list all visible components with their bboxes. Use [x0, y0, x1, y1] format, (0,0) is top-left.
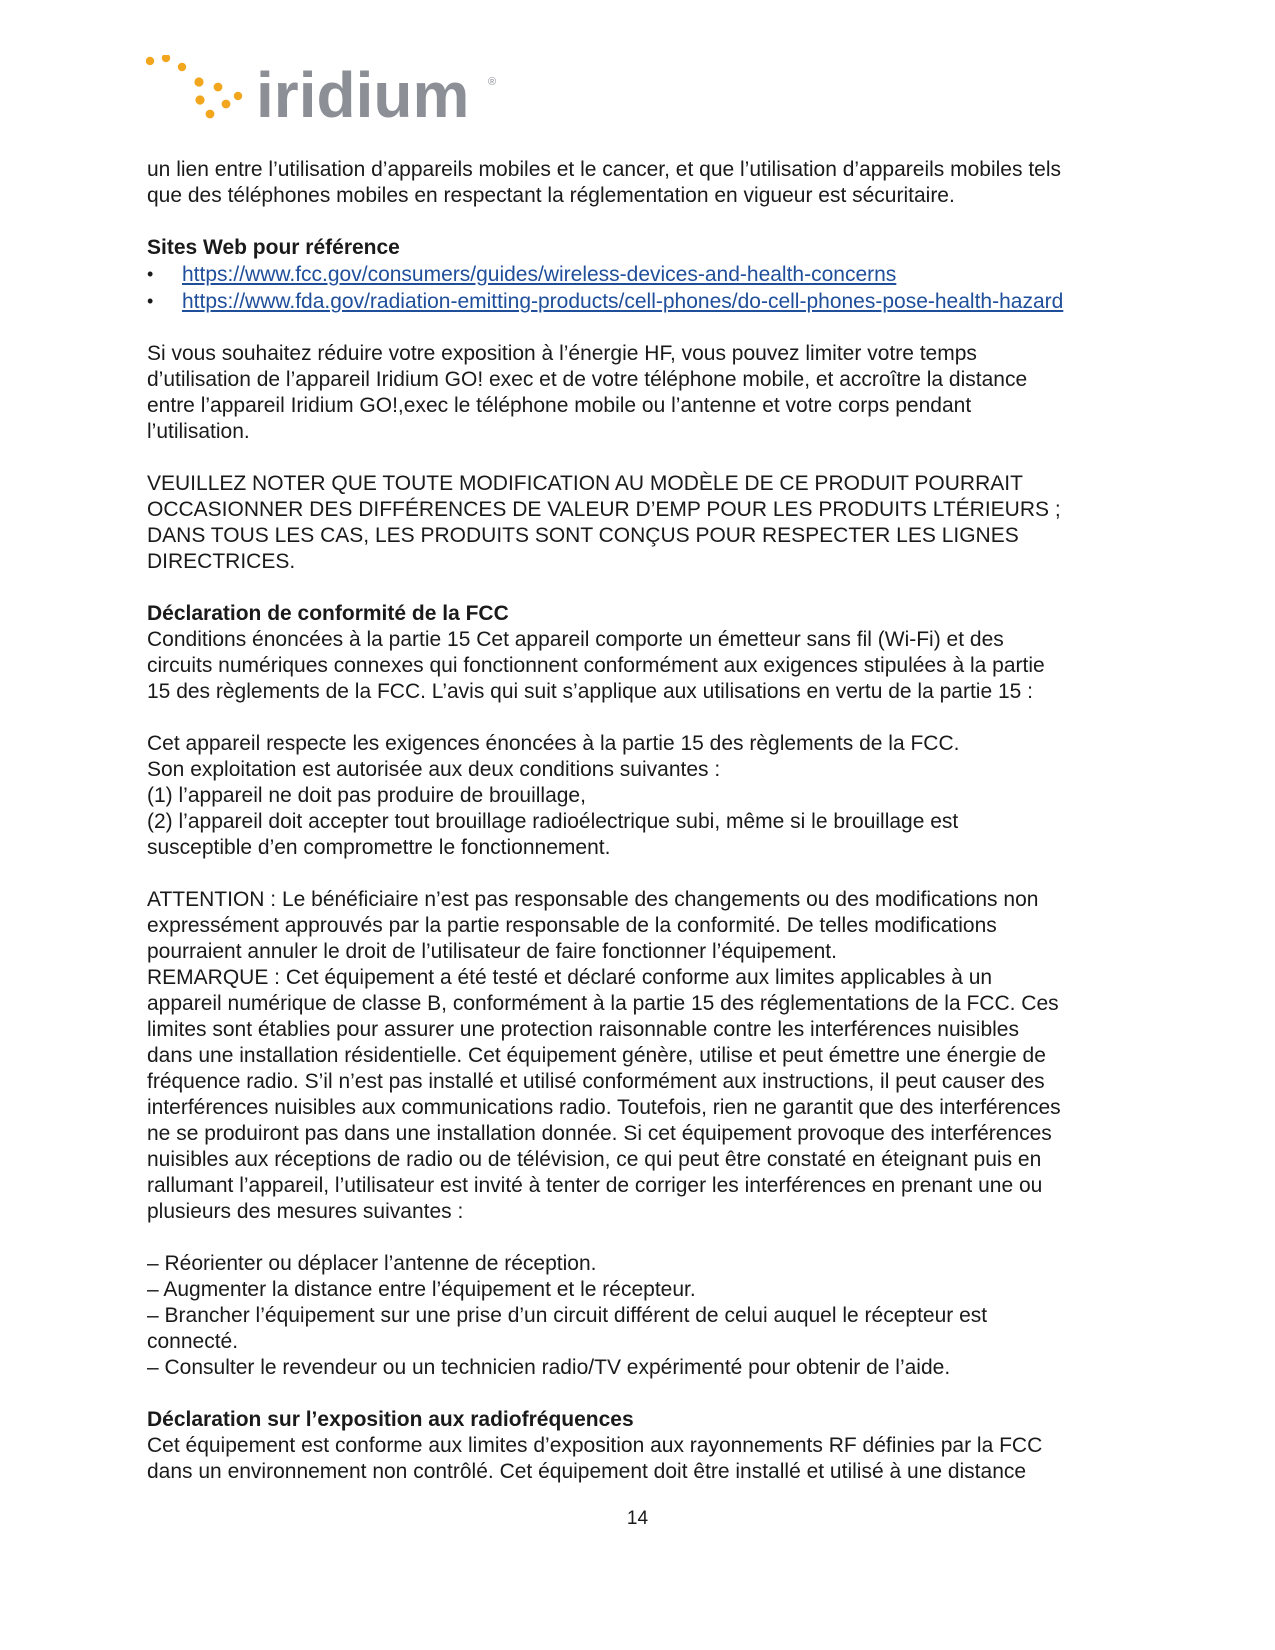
list-item — [147, 261, 1147, 288]
text-line: d’utilisation de l’appareil Iridium GO! exec et de votre téléphone mobile, et accroître la distance — [147, 368, 1028, 391]
fcc-heading: Déclaration de conformité de la FCC — [147, 602, 509, 625]
document-body — [147, 157, 1147, 1485]
text-line: pourraient annuler le droit de l’utilisateur de faire fonctionner l’équipement. — [147, 940, 837, 963]
logo-dots — [146, 55, 242, 118]
text-line: VEUILLEZ NOTER QUE TOUTE MODIFICATION AU MODÈLE DE CE PRODUIT POURRAIT — [147, 472, 1023, 495]
text-line: (2) l’appareil doit accepter tout brouillage radioélectrique subi, même si le brouillage est — [147, 810, 959, 833]
bullet: • — [147, 264, 154, 284]
bullet: • — [147, 291, 154, 311]
text-line: – Consulter le revendeur ou un technicien radio/TV expérimenté pour obtenir de l’aide. — [147, 1356, 951, 1379]
text-line: circuits numériques connexes qui fonctionnent conformément aux exigences stipulées à la partie — [147, 654, 1045, 677]
paragraph-measures — [147, 1251, 1147, 1381]
iridium-logo-mark — [146, 55, 506, 127]
text-line: ATTENTION : Le bénéficiaire n’est pas responsable des changements ou des modifications non — [147, 888, 1039, 911]
text-line: un lien entre l’utilisation d’appareils mobiles et le cancer, et que l’utilisation d’appareils mobiles tels — [147, 158, 1062, 181]
text-line: que des téléphones mobiles en respectant la réglementation en vigueur est sécuritaire. — [147, 184, 955, 207]
list-item — [147, 288, 1147, 315]
text-line: Conditions énoncées à la partie 15 Cet appareil comporte un émetteur sans fil (Wi-Fi) et des — [147, 628, 1004, 651]
text-line: dans un environnement non contrôlé. Cet équipement doit être installé et utilisé à une distance — [147, 1460, 1027, 1483]
paragraph-modification-notice — [147, 471, 1147, 575]
text-line: susceptible d’en compromettre le fonctionnement. — [147, 836, 611, 859]
text-line: connecté. — [147, 1330, 239, 1353]
text-line: DIRECTRICES. — [147, 550, 296, 573]
rf-heading: Déclaration sur l’exposition aux radiofréquences — [147, 1408, 634, 1431]
text-line: plusieurs des mesures suivantes : — [147, 1200, 464, 1223]
text-line: entre l’appareil Iridium GO!,exec le téléphone mobile ou l’antenne et votre corps pendant — [147, 394, 972, 417]
text-line: Si vous souhaitez réduire votre exposition à l’énergie HF, vous pouvez limiter votre temps — [147, 342, 977, 365]
text-line: Cet appareil respecte les exigences énoncées à la partie 15 des règlements de la FCC. — [147, 732, 960, 755]
text-line: OCCASIONNER DES DIFFÉRENCES DE VALEUR D’EMP POUR LES PRODUITS LTÉRIEURS ; — [147, 498, 1061, 521]
text-line: ne se produiront pas dans une installation donnée. Si cet équipement provoque des interférences — [147, 1122, 1052, 1145]
text-line: 15 des règlements de la FCC. L’avis qui suit s’applique aux utilisations en vertu de la partie 15 : — [147, 680, 1033, 703]
fda-link[interactable]: https://www.fda.gov/radiation-emitting-products/cell-phones/do-cell-phones-pose-health-hazard — [182, 290, 1064, 313]
text-line: limites sont établies pour assurer une protection raisonnable contre les interférences nuisibles — [147, 1018, 1019, 1041]
logo-wordmark: iridium — [256, 59, 470, 127]
paragraph-attention-remarque — [147, 887, 1147, 1225]
text-line: REMARQUE : Cet équipement a été testé et déclaré conforme aux limites applicables à un — [147, 966, 993, 989]
text-line: – Augmenter la distance entre l’équipement et le récepteur. — [147, 1278, 696, 1301]
text-line: l’utilisation. — [147, 420, 250, 443]
registered-mark: ® — [488, 76, 497, 88]
text-line: Cet équipement est conforme aux limites d’exposition aux rayonnements RF définies par la FCC — [147, 1434, 1043, 1457]
text-line: fréquence radio. S’il n’est pas installé et utilisé conformément aux instructions, il peut causer des — [147, 1070, 1045, 1093]
text-line: DANS TOUS LES CAS, LES PRODUITS SONT CONÇUS POUR RESPECTER LES LIGNES — [147, 524, 1019, 547]
reference-links — [147, 261, 1147, 315]
sites-heading: Sites Web pour référence — [147, 236, 400, 259]
paragraph-reduce-exposure — [147, 341, 1147, 445]
iridium-logo — [146, 55, 506, 127]
fcc-link[interactable]: https://www.fcc.gov/consumers/guides/wireless-devices-and-health-concerns — [182, 263, 897, 286]
text-line: appareil numérique de classe B, conformément à la partie 15 des réglementations de la FCC. Ces — [147, 992, 1059, 1015]
text-line: Son exploitation est autorisée aux deux conditions suivantes : — [147, 758, 721, 781]
paragraph-rf-exposure — [147, 1433, 1147, 1485]
text-line: dans une installation résidentielle. Cet équipement génère, utilise et peut émettre une énergie de — [147, 1044, 1046, 1067]
text-line: expressément approuvés par la partie responsable de la conformité. De telles modifications — [147, 914, 997, 937]
text-line: rallumant l’appareil, l’utilisateur est invité à tenter de corriger les interférences en prenant une ou — [147, 1174, 1043, 1197]
page-number: 14 — [626, 1508, 649, 1529]
paragraph-fcc-conditions — [147, 627, 1147, 705]
text-line: nuisibles aux réceptions de radio ou de télévision, ce qui peut être constaté en éteignant puis en — [147, 1148, 1042, 1171]
paragraph-cancer-link — [147, 157, 1147, 209]
text-line: interférences nuisibles aux communications radio. Toutefois, rien ne garantit que des interférences — [147, 1096, 1061, 1119]
text-line: (1) l’appareil ne doit pas produire de brouillage, — [147, 784, 586, 807]
text-line: – Brancher l’équipement sur une prise d’un circuit différent de celui auquel le récepteur est — [147, 1304, 988, 1327]
paragraph-fcc-compliance — [147, 731, 1147, 861]
text-line: – Réorienter ou déplacer l’antenne de réception. — [147, 1252, 597, 1275]
